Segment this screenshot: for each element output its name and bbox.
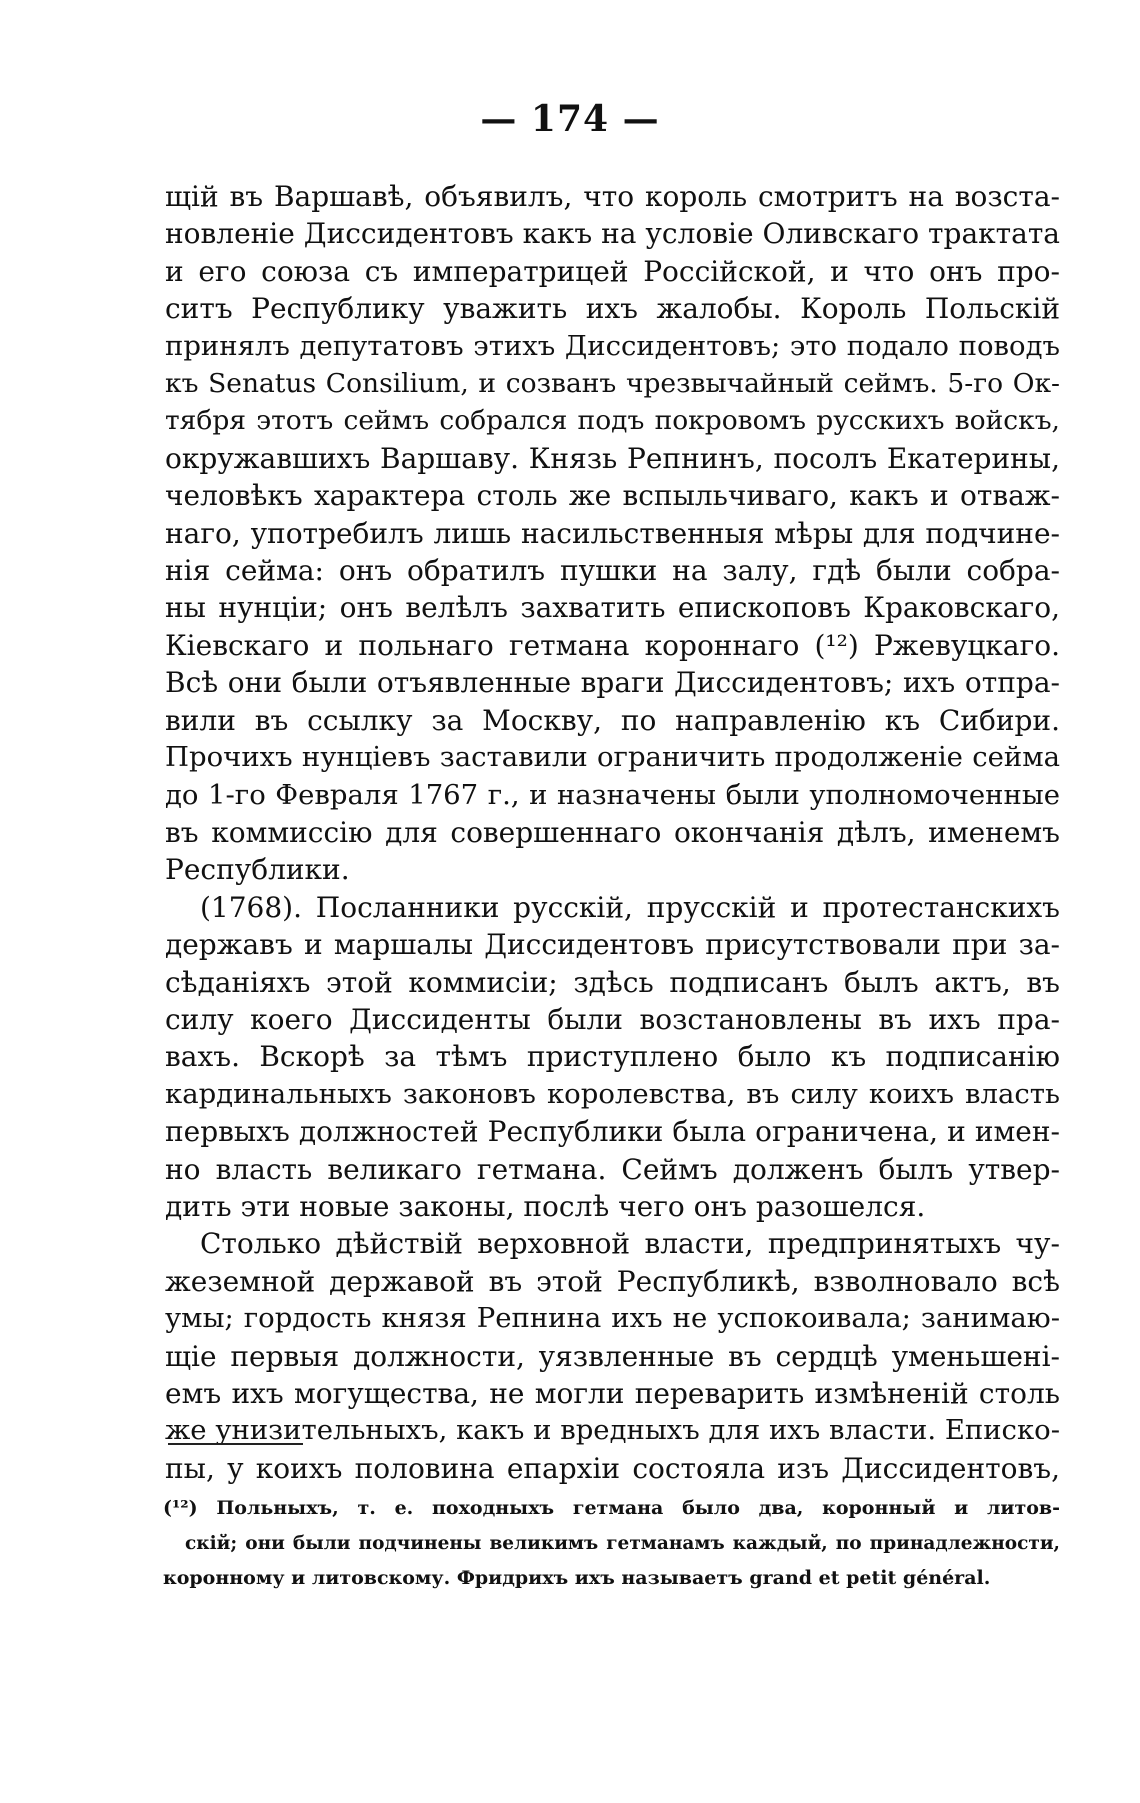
text-line: емъ ихъ могущества, не могли переварить измѣненій столь <box>165 1377 1060 1410</box>
text-line: кардинальныхъ законовъ королевства, въ силу коихъ власть <box>165 1077 1060 1110</box>
text-line: человѣкъ характера столь же вспыльчиваго, какъ и отваж- <box>165 479 1060 513</box>
text-line: до 1-го Февраля 1767 г., и назначены были уполномоченные <box>165 778 1060 811</box>
text-line: Прочихъ нунціевъ заставили ограничить продолженіе сейма <box>165 741 1060 774</box>
page-number: — 174 — <box>480 98 660 140</box>
text-line: Кіевскаго и польнаго гетмана короннаго (¹²) Ржевуцкаго. <box>165 628 1060 662</box>
text-line: первыхъ должностей Республики была ограничена, и имен- <box>165 1115 1060 1149</box>
text-line: щій въ Варшавѣ, объявилъ, что король смотритъ на возста- <box>165 180 1060 213</box>
text-line: нія сейма: онъ обратилъ пушки на залу, гдѣ были собра- <box>165 554 1060 588</box>
text-line: же унизительныхъ, какъ и вредныхъ для ихъ власти. Еписко- <box>165 1414 1060 1447</box>
text-line: наго, употребилъ лишь насильственныя мѣры для подчине- <box>165 516 1060 550</box>
text-line: тября этотъ сеймъ собрался подъ покровомъ русскихъ войскъ, <box>165 405 1060 437</box>
text-line: и его союза съ императрицей Россійской, и что онъ про- <box>165 254 1060 288</box>
text-line: но власть великаго гетмана. Сеймъ долженъ былъ утвер- <box>165 1152 1060 1186</box>
paragraph-end-line: Республики. <box>165 853 350 887</box>
text-line: ны нунціи; онъ велѣлъ захватить епископовъ Краковскаго, <box>165 591 1060 625</box>
text-line: сѣданіяхъ этой коммисіи; здѣсь подписанъ былъ актъ, въ <box>165 965 1060 999</box>
text-line: принялъ депутатовъ этихъ Диссидентовъ; это подало поводъ <box>165 329 1060 362</box>
text-line: жеземной державой въ этой Республикѣ, взволновало всѣ <box>165 1264 1060 1298</box>
text-line: умы; гордость князя Репнина ихъ не успокоивала; занимаю- <box>165 1302 1060 1335</box>
text-line: щіе первыя должности, уязвленные въ сердцѣ уменьшені- <box>165 1339 1060 1373</box>
text-line: вахъ. Вскорѣ за тѣмъ приступлено было къ подписанію <box>165 1040 1060 1074</box>
paragraph-start-line: (1768). Посланники русскій, прусскій и протестанскихъ <box>200 890 1060 924</box>
footnote-line: (¹²) Польныхъ, т. е. походныхъ гетмана было два, коронный и литов- <box>163 1497 1060 1519</box>
text-line: новленіе Диссидентовъ какъ на условіе Оливскаго трактата <box>165 217 1060 251</box>
text-line: ситъ Республику уважить ихъ жалобы. Король Польскій <box>165 292 1060 326</box>
text-line: въ коммиссію для совершеннаго окончанія дѣлъ, именемъ <box>165 815 1060 849</box>
paragraph-start-line: Столько дѣйствій верховной власти, предпринятыхъ чу- <box>200 1227 1060 1261</box>
footnote-line: скій; они были подчинены великимъ гетманамъ каждый, по принадлежности, <box>185 1533 1060 1554</box>
footnote-divider <box>168 1443 303 1445</box>
main-text <box>165 178 1060 1487</box>
text-line: державъ и маршалы Диссидентовъ присутствовали при за- <box>165 928 1060 962</box>
footnote-line: коронному и литовскому. Фридрихъ ихъ называетъ grand et petit général. <box>163 1567 991 1589</box>
text-line: окружавшихъ Варшаву. Князь Репнинъ, посолъ Екатерины, <box>165 441 1060 475</box>
text-line: Всѣ они были отъявленные враги Диссидентовъ; ихъ отпра- <box>165 666 1060 700</box>
text-line: къ Senatus Consilium, и созванъ чрезвычайный сеймъ. 5-го Ок- <box>165 368 1060 400</box>
paragraph-end-line: дить эти новые законы, послѣ чего онъ разошелся. <box>165 1189 926 1223</box>
text-line: вили въ ссылку за Москву, по направленію къ Сибири. <box>165 703 1060 737</box>
text-line: пы, у коихъ половина епархіи состояла изъ Диссидентовъ, <box>165 1451 1060 1485</box>
footnote <box>163 1491 1060 1596</box>
text-line: силу коего Диссиденты были возстановлены въ ихъ пра- <box>165 1002 1060 1036</box>
